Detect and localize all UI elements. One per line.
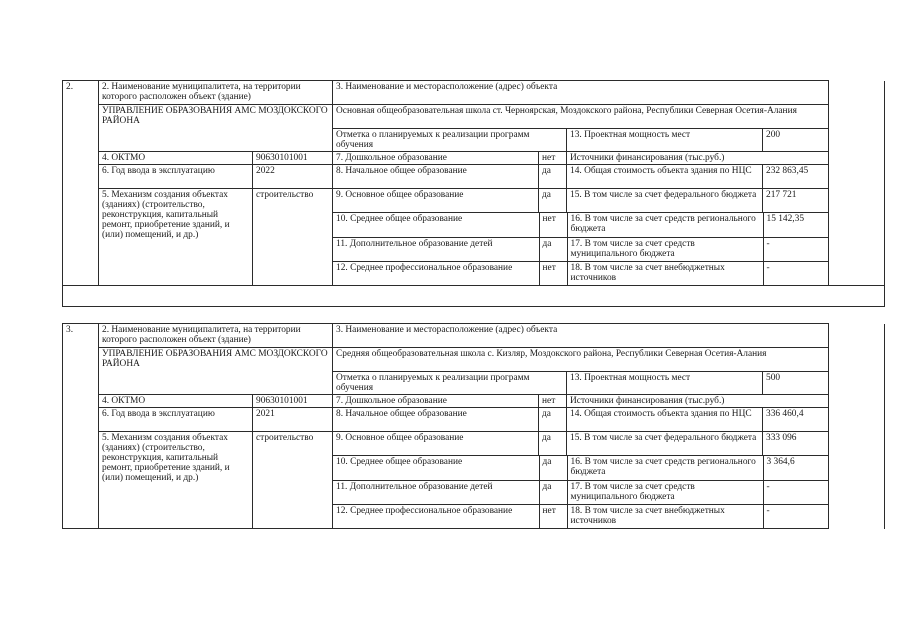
year-label: 6. Год ввода в эксплуатацию	[99, 165, 253, 189]
additional-label: 11. Дополнительное образование детей	[333, 237, 539, 261]
municipal-value: -	[763, 480, 829, 504]
primary-value: да	[539, 408, 567, 432]
secondary-label: 10. Среднее общее образование	[333, 213, 539, 237]
sub-rows-container	[333, 213, 829, 286]
table-row	[63, 324, 885, 348]
total-cost-value: 232 863,45	[763, 165, 829, 189]
extra-label: 18. В том числе за счет внебюджетных источников	[567, 261, 763, 285]
preschool-value: нет	[539, 395, 567, 408]
table-row	[63, 165, 885, 189]
funding-label: Источники финансирования (тыс.руб.)	[567, 152, 829, 165]
table-row	[63, 408, 885, 432]
sub-rows	[333, 456, 829, 528]
mechanism-value: строительство	[253, 432, 333, 529]
federal-label: 15. В том числе за счет федерального бюджета	[567, 189, 763, 213]
vocational-label: 12. Среднее профессиональное образование	[333, 261, 539, 285]
table-row	[333, 237, 829, 261]
oktmo-value: 90630101001	[253, 395, 333, 408]
sub-rows-container	[333, 456, 829, 529]
municipality-label: 2. Наименование муниципалитета, на территории которого расположен объект (здание)	[99, 81, 333, 105]
regional-label: 16. В том числе за счет средств регионального бюджета	[567, 456, 763, 480]
table-row	[63, 189, 885, 213]
capacity-value: 200	[763, 129, 829, 152]
table-row	[63, 432, 885, 456]
table-row	[63, 348, 885, 372]
table-gap	[63, 286, 885, 307]
programs-label: Отметка о планируемых к реализации программ обучения	[333, 129, 567, 152]
mechanism-label: 5. Механизм создания объектах (зданиях) (строительство, реконструкция, капитальный ремонт, приобретение зданий, и (или) помещений, и др.)	[99, 432, 253, 529]
regional-label: 16. В том числе за счет средств регионального бюджета	[567, 213, 763, 237]
vocational-label: 12. Среднее профессиональное образование	[333, 504, 539, 528]
mechanism-label: 5. Механизм создания объектах (зданиях) (строительство, реконструкция, капитальный ремонт, приобретение зданий, и (или) помещений, и др.)	[99, 189, 253, 286]
total-cost-label: 14. Общая стоимость объекта здания по НЦС	[567, 408, 763, 432]
municipality-value: УПРАВЛЕНИЕ ОБРАЗОВАНИЯ АМС МОЗДОКСКОГО РАЙОНА	[99, 348, 333, 395]
additional-value: да	[539, 237, 567, 261]
secondary-value: да	[539, 456, 567, 480]
secondary-value: нет	[539, 213, 567, 237]
preschool-label: 7. Дошкольное образование	[333, 395, 539, 408]
object-label: 3. Наименование и месторасположение (адрес) объекта	[333, 324, 829, 348]
federal-value: 333 096	[763, 432, 829, 456]
row-number: 3.	[63, 324, 99, 529]
capacity-label: 13. Проектная мощность мест	[567, 372, 763, 395]
row-number: 2.	[63, 81, 99, 286]
blank-cell	[829, 324, 885, 529]
secondary-label: 10. Среднее общее образование	[333, 456, 539, 480]
primary-label: 8. Начальное общее образование	[333, 165, 539, 189]
additional-value: да	[539, 480, 567, 504]
extra-label: 18. В том числе за счет внебюджетных источников	[567, 504, 763, 528]
oktmo-label: 4. ОКТМО	[99, 395, 253, 408]
regional-value: 15 142,35	[763, 213, 829, 237]
blank-cell	[829, 81, 885, 286]
preschool-value: нет	[539, 152, 567, 165]
basic-label: 9. Основное общее образование	[333, 189, 539, 213]
primary-label: 8. Начальное общее образование	[333, 408, 539, 432]
programs-label: Отметка о планируемых к реализации программ обучения	[333, 372, 567, 395]
municipal-label: 17. В том числе за счет средств муниципального бюджета	[567, 480, 763, 504]
federal-value: 217 721	[763, 189, 829, 213]
basic-label: 9. Основное общее образование	[333, 432, 539, 456]
oktmo-value: 90630101001	[253, 152, 333, 165]
object-table	[62, 80, 885, 529]
year-value: 2022	[253, 165, 333, 189]
federal-label: 15. В том числе за счет федерального бюджета	[567, 432, 763, 456]
extra-value: -	[766, 262, 770, 273]
basic-value: да	[539, 432, 567, 456]
object-label: 3. Наименование и месторасположение (адрес) объекта	[333, 81, 829, 105]
table-gap	[63, 307, 885, 324]
object-value: Основная общеобразовательная школа ст. Черноярская, Моздокского района, Республики Северная Осетия-Алания	[333, 105, 829, 129]
sub-rows	[333, 213, 829, 285]
primary-value: да	[539, 165, 567, 189]
table-row	[63, 105, 885, 129]
document-page	[62, 80, 884, 529]
table-row	[333, 213, 829, 237]
table-row	[333, 504, 829, 528]
capacity-label: 13. Проектная мощность мест	[567, 129, 763, 152]
funding-label: Источники финансирования (тыс.руб.)	[567, 395, 829, 408]
municipality-value: УПРАВЛЕНИЕ ОБРАЗОВАНИЯ АМС МОЗДОКСКОГО РАЙОНА	[99, 105, 333, 152]
basic-value: да	[539, 189, 567, 213]
table-row	[63, 152, 885, 165]
table-row	[333, 261, 829, 285]
vocational-value: нет	[539, 261, 567, 285]
municipal-value: -	[763, 237, 829, 261]
municipality-label: 2. Наименование муниципалитета, на территории которого расположен объект (здание)	[99, 324, 333, 348]
oktmo-label: 4. ОКТМО	[99, 152, 253, 165]
additional-label: 11. Дополнительное образование детей	[333, 480, 539, 504]
year-value: 2021	[253, 408, 333, 432]
regional-value: 3 364,6	[763, 456, 829, 480]
total-cost-value: 336 460,4	[763, 408, 829, 432]
object-value: Средняя общеобразовательная школа с. Кизляр, Моздокского района, Республики Северная Осетия-Алания	[333, 348, 829, 372]
municipal-label: 17. В том числе за счет средств муниципального бюджета	[567, 237, 763, 261]
table-row	[63, 81, 885, 105]
capacity-value: 500	[763, 372, 829, 395]
table-row	[63, 395, 885, 408]
year-label: 6. Год ввода в эксплуатацию	[99, 408, 253, 432]
total-cost-label: 14. Общая стоимость объекта здания по НЦС	[567, 165, 763, 189]
vocational-value: нет	[539, 504, 567, 528]
extra-value: -	[766, 505, 770, 516]
preschool-label: 7. Дошкольное образование	[333, 152, 539, 165]
table-row	[333, 456, 829, 480]
mechanism-value: строительство	[253, 189, 333, 286]
table-row	[333, 480, 829, 504]
